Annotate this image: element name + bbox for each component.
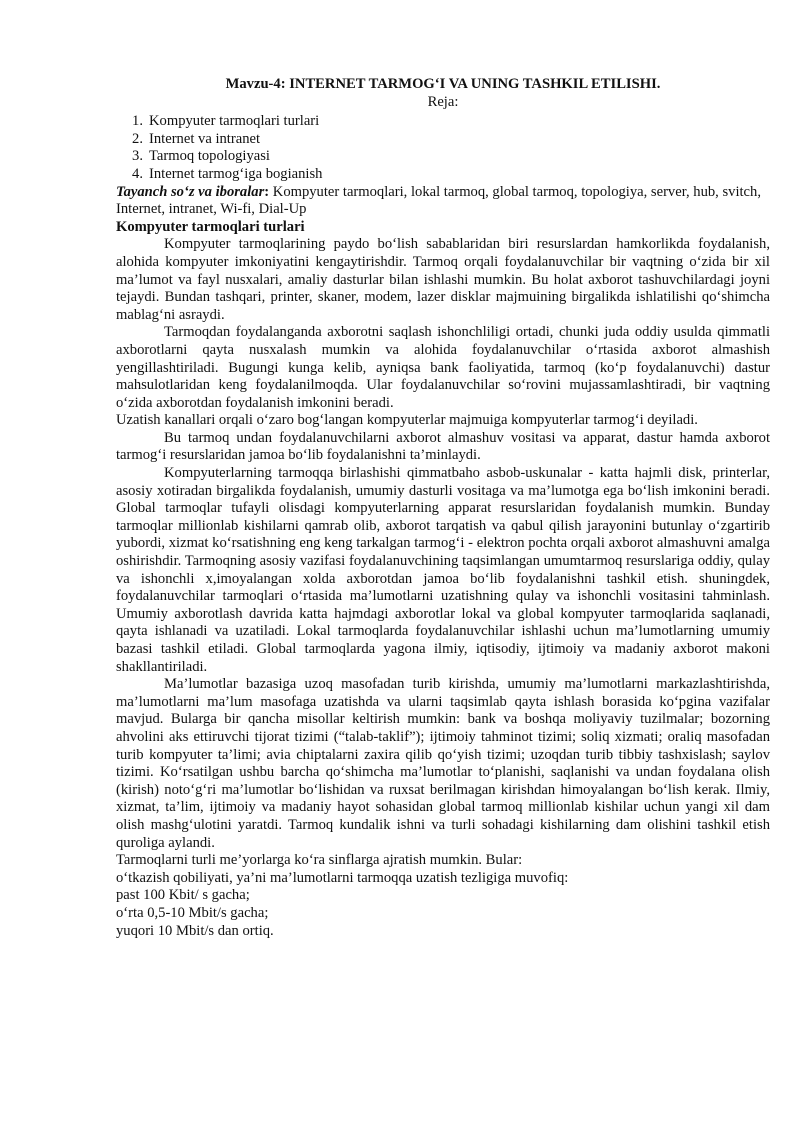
keywords-text: Kompyuter tarmoqlari, lokal tarmoq, global tarmoq, topologiya, server, hub, svitch, Internet, intranet, Wi-fi, Dial-Up <box>116 183 761 218</box>
plan-item-number: 2. <box>132 130 143 147</box>
document-page <box>116 76 770 940</box>
section-heading: Kompyuter tarmoqlari turlari <box>116 218 305 235</box>
body-paragraph: Tarmoqdan foydalanganda axborotni saqlash ishonchliligi ortadi, chunki juda oddiy usulda qimmatli axborotlarni qayta nusxalash mumkin va alohida foydalanuvchilar o‘rtasida axborot almashish yengillashtiriladi. Bugungi kunga kelib, ayniqsa bank faoliyatida, tarmoq (ko‘p foydalanuvchi) dastur mahsulotlaridan keng foydalanilmoqda. Ular foydalanuvchilar so‘rovini mujassamlashtiradi, bir vaqtning o‘zida axborotdan foydalanish imkonini beradi. <box>116 324 770 411</box>
plan-item-text: Kompyuter tarmoqlari turlari <box>149 113 320 130</box>
plan-item-text: Internet tarmog‘iga bogianish <box>149 165 323 182</box>
plan-list <box>116 113 770 183</box>
keywords-label: Tayanch so‘z va iboralar <box>116 183 265 200</box>
speed-item: yuqori 10 Mbit/s dan ortiq. <box>116 922 274 939</box>
body-paragraph: Ma’lumotlar bazasiga uzoq masofadan turib kirishda, umumiy ma’lumotlarni markazlashtirishda, ma’lumotlarni ma’lum masofaga uzatishda va ularni taqsimlab qayta ishlash borasida ko‘pgina vazifalar mavjud. Bularga bir qancha misollar keltirish mumkin: bank va boshqa moliyaviy tuzilmalar; bozorning ahvolini aks ettiruvchi tijorat tizimi (“talab-taklif”); ijtimoiy tahminot tizimi; soliq xizmati; oraliq masofadan turib kompyuter ta’limi; avia chiptalarni zaxira qilib qo‘yish tizimi; uzoqdan turib tibbiy tashxislash; saylov tizimi. Ko‘rsatilgan ushbu barcha qo‘shimcha ma’lumotlar to‘planishi, saqlanishi va undan foydalana olish (kirish) noto‘g‘ri ma’lumotlar bo‘lishidan va ruxsat berilmagan kirishdan himoyalangan bo‘lish kerak. Ilmiy, xizmat, ta’lim, ijtimoiy va madaniy hayot sohasidan global tarmoq millionlab kishilar uchun yangi xil dam olish mashg‘ulotini yaratdi. Tarmoq kundalik ishni va turli sohadagi kishilarning dam olishini tashkil etish quroliga aylandi. <box>116 676 770 851</box>
speed-intro: o‘tkazish qobiliyati, ya’ni ma’lumotlarni tarmoqqa uzatish tezligiga muvofiq: <box>116 869 569 886</box>
plan-item-text: Tarmoq topologiyasi <box>149 148 270 165</box>
plan-item-number: 3. <box>132 148 143 165</box>
plan-item-number: 4. <box>132 165 143 182</box>
plan-item-number: 1. <box>132 113 143 130</box>
plan-item <box>116 113 770 131</box>
keywords-colon: : <box>264 183 270 200</box>
keywords-line <box>116 184 770 219</box>
plan-item <box>116 166 770 184</box>
speed-item: past 100 Kbit/ s gacha; <box>116 887 250 904</box>
body-paragraph: Uzatish kanallari orqali o‘zaro bog‘langan kompyuterlar majmuiga kompyuterlar tarmog‘i deyiladi. <box>116 412 698 429</box>
plan-item <box>116 131 770 149</box>
speed-item: o‘rta 0,5-10 Mbit/s gacha; <box>116 904 269 921</box>
document-title: Mavzu-4: INTERNET TARMOG‘I VA UNING TASHKIL ETILISHI. <box>225 76 661 92</box>
plan-item-text: Internet va intranet <box>149 130 261 147</box>
classification-intro: Tarmoqlarni turli me’yorlarga ko‘ra sinflarga ajratish mumkin. Bular: <box>116 852 523 869</box>
plan-label: Reja: <box>427 93 459 110</box>
body-paragraph: Kompyuter tarmoqlarining paydo bo‘lish sabablaridan biri resurslardan hamkorlikda foydalanish, alohida kompyuter imkoniyatini kengaytirishdir. Tarmoq orqali foydalanuvchilar bir vaqtning o‘zida bir xil ma’lumot va fayl nusxalari, amaliy dasturlar bilan ishlashi mumkin. Bu holat axborot tashuvchilardagi joyni tejaydi. Bundan tashqari, printer, skaner, modem, lazer disklar majmuining birgalikda ishlatilishi qo‘shimcha mablag‘ni asraydi. <box>116 236 770 323</box>
body-paragraph: Kompyuterlarning tarmoqqa birlashishi qimmatbaho asbob-uskunalar - katta hajmli disk, printerlar, asosiy xotiradan birgalikda foydalanish, umumiy dasturli vositaga va ma’lumotga ega bo‘lish imkonini beradi. Global tarmoqlar tufayli olisdagi kompyuterlarning apparat resurslaridan foydalanish mumkin. Bunday tarmoqlar millionlab kishilarni qamrab olib, axborot tarqatish va qabul qilish jarayonini butunlay o‘zgartirib yubordi, xizmat ko‘rsatishning eng keng tarkalgan tarmog‘i - elektron pochta orqali axborot almashuvni amalga oshirishdir. Tarmoqning asosiy vazifasi foydalanuvchining taqsimlangan umumtarmoq resurslariga oddiy, qulay va ishonchli x,imoyalangan xolda axborotdan jamoa bo‘lib foydalanishni tashkil etish. shuningdek, foydalanuvchilar tarmoqlari o‘rtasida ma’lumotlarni uzatishning qulay va ishonchli vositasini tahminlash. Umumiy axborotlash davrida katta hajmdagi axborotlar lokal va global kompyuter tarmoqlarida saqlanadi, qayta ishlanadi va uzatiladi. Lokal tarmoqlarda foydalanuvchilar ishlashi uchun ma’lumotlarning umumiy bazasi tashkil etiladi. Global tarmoqlarda yagona ilmiy, iqtisodiy, ijtimoiy va madaniy axborot makoni shakllantiriladi. <box>116 465 770 675</box>
plan-item <box>116 148 770 166</box>
body-paragraph: Bu tarmoq undan foydalanuvchilarni axborot almashuv vositasi va apparat, dastur hamda axborot tarmog‘i resurslaridan jamoa bo‘lib foydalanishni ta’minlaydi. <box>116 429 770 464</box>
